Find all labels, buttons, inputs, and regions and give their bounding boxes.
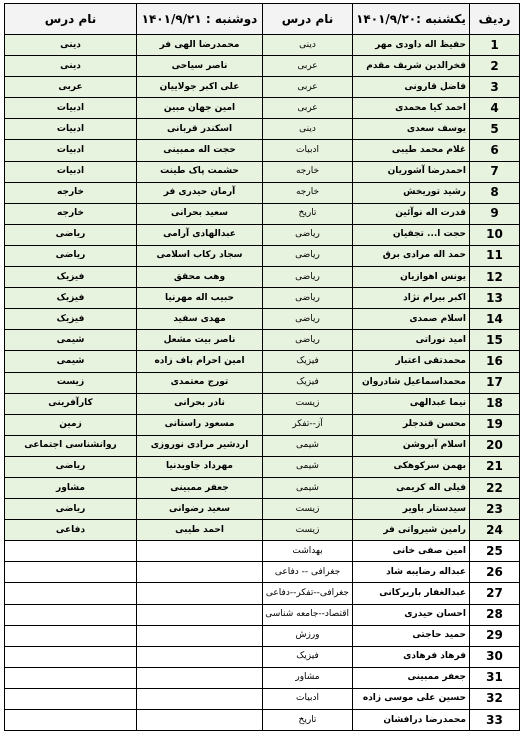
monday-subject: دینی bbox=[5, 56, 137, 77]
sunday-subject: تاریخ bbox=[263, 710, 353, 731]
sunday-teacher-name: احمد کیا محمدی bbox=[353, 98, 470, 119]
sunday-teacher-name: نیما عبدالهی bbox=[353, 393, 470, 414]
row-number: 18 bbox=[470, 393, 520, 414]
table-row bbox=[5, 245, 520, 266]
monday-subject: روانشناسی اجتماعی bbox=[5, 435, 137, 456]
monday-teacher-name: امین احرام باف زاده bbox=[137, 351, 263, 372]
row-number: 24 bbox=[470, 520, 520, 541]
table-row bbox=[5, 393, 520, 414]
monday-teacher-name: حبیب اله مهرنیا bbox=[137, 288, 263, 309]
monday-teacher-name: محمدرضا الهی فر bbox=[137, 35, 263, 56]
sunday-subject: دینی bbox=[263, 35, 353, 56]
sunday-teacher-name: فخرالدین شریف مقدم bbox=[353, 56, 470, 77]
row-number: 29 bbox=[470, 625, 520, 646]
sunday-subject: ریاضی bbox=[263, 288, 353, 309]
header-row bbox=[5, 4, 520, 35]
monday-teacher-name: امین جهان مبین bbox=[137, 98, 263, 119]
row-number: 27 bbox=[470, 583, 520, 604]
sunday-teacher-name: قدرت اله نوآئین bbox=[353, 203, 470, 224]
sunday-teacher-name: حمد اله مرادی برق bbox=[353, 245, 470, 266]
sunday-teacher-name: رامین شیرواتی فر bbox=[353, 520, 470, 541]
monday-subject: کارآفرینی bbox=[5, 393, 137, 414]
sunday-teacher-name: امین صفی خانی bbox=[353, 541, 470, 562]
sunday-teacher-name: محسن قندجلر bbox=[353, 414, 470, 435]
sunday-subject: تاریخ bbox=[263, 203, 353, 224]
monday-teacher-name bbox=[137, 646, 263, 667]
sunday-subject: فیزیک bbox=[263, 351, 353, 372]
sunday-subject: عربی bbox=[263, 77, 353, 98]
table-row bbox=[5, 520, 520, 541]
sunday-teacher-name: غلام محمد طیبی bbox=[353, 140, 470, 161]
monday-subject: دفاعی bbox=[5, 520, 137, 541]
monday-teacher-name: حشمت پاک طینت bbox=[137, 161, 263, 182]
monday-teacher-name bbox=[137, 583, 263, 604]
table-row bbox=[5, 309, 520, 330]
sunday-teacher-name: فاضل قارونی bbox=[353, 77, 470, 98]
monday-teacher-name: اردشیر مرادی نوروزی bbox=[137, 435, 263, 456]
table-row bbox=[5, 161, 520, 182]
table-row bbox=[5, 688, 520, 709]
table-row bbox=[5, 604, 520, 625]
monday-subject bbox=[5, 604, 137, 625]
row-number: 9 bbox=[470, 203, 520, 224]
table-row bbox=[5, 414, 520, 435]
monday-subject bbox=[5, 667, 137, 688]
monday-teacher-name bbox=[137, 541, 263, 562]
monday-subject: مشاور bbox=[5, 477, 137, 498]
table-row bbox=[5, 562, 520, 583]
monday-teacher-name: عبدالهادی آرامی bbox=[137, 224, 263, 245]
table-row bbox=[5, 140, 520, 161]
table-row bbox=[5, 267, 520, 288]
monday-teacher-name: وهب محقق bbox=[137, 267, 263, 288]
row-number: 15 bbox=[470, 330, 520, 351]
monday-subject bbox=[5, 625, 137, 646]
sunday-teacher-name: عبدالغفار باریرکانی bbox=[353, 583, 470, 604]
sunday-teacher-name: امید نوراتی bbox=[353, 330, 470, 351]
monday-subject: دینی bbox=[5, 35, 137, 56]
table-row bbox=[5, 224, 520, 245]
sunday-teacher-name: محمدتقی اعتبار bbox=[353, 351, 470, 372]
monday-subject bbox=[5, 688, 137, 709]
sunday-teacher-name: حفیظ اله داودی مهر bbox=[353, 35, 470, 56]
table-row bbox=[5, 667, 520, 688]
monday-subject: ریاضی bbox=[5, 224, 137, 245]
row-number: 10 bbox=[470, 224, 520, 245]
table-row bbox=[5, 541, 520, 562]
row-number: 26 bbox=[470, 562, 520, 583]
sunday-teacher-name: اکبر بیرام نژاد bbox=[353, 288, 470, 309]
monday-teacher-name bbox=[137, 667, 263, 688]
row-number: 14 bbox=[470, 309, 520, 330]
sunday-subject: زیست bbox=[263, 393, 353, 414]
row-number: 2 bbox=[470, 56, 520, 77]
row-number: 8 bbox=[470, 182, 520, 203]
monday-subject: ادبیات bbox=[5, 140, 137, 161]
monday-subject: فیزیک bbox=[5, 267, 137, 288]
monday-teacher-name: سعید رضوانی bbox=[137, 499, 263, 520]
monday-subject: زیست bbox=[5, 372, 137, 393]
monday-subject: زمین bbox=[5, 414, 137, 435]
sunday-teacher-name: حجت ا... تجفیان bbox=[353, 224, 470, 245]
header-monday-date: دوشنبه : ۱۴۰۱/۹/۲۱ bbox=[137, 4, 263, 35]
row-number: 12 bbox=[470, 267, 520, 288]
sunday-teacher-name: یوسف سعدی bbox=[353, 119, 470, 140]
sunday-teacher-name: اسلام آبروشن bbox=[353, 435, 470, 456]
monday-teacher-name bbox=[137, 562, 263, 583]
table-row bbox=[5, 351, 520, 372]
schedule-sheet bbox=[4, 3, 519, 731]
row-number: 32 bbox=[470, 688, 520, 709]
sunday-teacher-name: عبداله رضایبه شاد bbox=[353, 562, 470, 583]
table-row bbox=[5, 330, 520, 351]
table-row bbox=[5, 182, 520, 203]
monday-subject bbox=[5, 541, 137, 562]
row-number: 19 bbox=[470, 414, 520, 435]
monday-subject bbox=[5, 646, 137, 667]
table-row bbox=[5, 203, 520, 224]
monday-teacher-name: آرمان حیدری فر bbox=[137, 182, 263, 203]
sunday-subject: ریاضی bbox=[263, 245, 353, 266]
monday-teacher-name: سعید بحرانی bbox=[137, 203, 263, 224]
sunday-subject: جغرافی -- دفاعی bbox=[263, 562, 353, 583]
header-monday-subject: نام درس bbox=[5, 4, 137, 35]
table-row bbox=[5, 98, 520, 119]
table-row bbox=[5, 456, 520, 477]
monday-teacher-name: جعفر ممبینی bbox=[137, 477, 263, 498]
table-row bbox=[5, 56, 520, 77]
row-number: 17 bbox=[470, 372, 520, 393]
table-row bbox=[5, 477, 520, 498]
table-row bbox=[5, 646, 520, 667]
sunday-teacher-name: محمداسماعیل شادروان bbox=[353, 372, 470, 393]
table-row bbox=[5, 625, 520, 646]
sunday-subject: شیمی bbox=[263, 435, 353, 456]
monday-teacher-name: ناصر سیاحی bbox=[137, 56, 263, 77]
sunday-teacher-name: فیلی اله کریمی bbox=[353, 477, 470, 498]
row-number: 31 bbox=[470, 667, 520, 688]
monday-teacher-name: اسکندر قربانی bbox=[137, 119, 263, 140]
monday-subject: عربی bbox=[5, 77, 137, 98]
monday-subject: فیزیک bbox=[5, 309, 137, 330]
monday-teacher-name: سجاد رکاب اسلامی bbox=[137, 245, 263, 266]
row-number: 30 bbox=[470, 646, 520, 667]
monday-subject: خارجه bbox=[5, 182, 137, 203]
sunday-teacher-name: حسین علی موسی زاده bbox=[353, 688, 470, 709]
sunday-teacher-name: حمید حاجتی bbox=[353, 625, 470, 646]
sunday-subject: آز--تفکر bbox=[263, 414, 353, 435]
monday-teacher-name: تورج معتمدی bbox=[137, 372, 263, 393]
sunday-teacher-name: یونس اهوازیان bbox=[353, 267, 470, 288]
sunday-teacher-name: محمدرضا درافشان bbox=[353, 710, 470, 731]
row-number: 25 bbox=[470, 541, 520, 562]
sunday-teacher-name: سیدستار باویر bbox=[353, 499, 470, 520]
sunday-subject: جغرافی--تفکر--دفاعی bbox=[263, 583, 353, 604]
table-row bbox=[5, 288, 520, 309]
monday-teacher-name: مسعود راستانی bbox=[137, 414, 263, 435]
row-number: 1 bbox=[470, 35, 520, 56]
exam-schedule-table bbox=[4, 3, 520, 731]
monday-subject: فیزیک bbox=[5, 288, 137, 309]
row-number: 7 bbox=[470, 161, 520, 182]
table-row bbox=[5, 435, 520, 456]
table-row bbox=[5, 583, 520, 604]
row-number: 23 bbox=[470, 499, 520, 520]
monday-teacher-name: ناصر بیت مشعل bbox=[137, 330, 263, 351]
sunday-teacher-name: احسان حیدری bbox=[353, 604, 470, 625]
monday-subject: ادبیات bbox=[5, 161, 137, 182]
row-number: 13 bbox=[470, 288, 520, 309]
row-number: 4 bbox=[470, 98, 520, 119]
sunday-teacher-name: اسلام صمدی bbox=[353, 309, 470, 330]
table-row bbox=[5, 77, 520, 98]
table-row bbox=[5, 499, 520, 520]
monday-subject: ریاضی bbox=[5, 499, 137, 520]
sunday-subject: ریاضی bbox=[263, 224, 353, 245]
monday-teacher-name: مهرداد جاویدنیا bbox=[137, 456, 263, 477]
sunday-teacher-name: رشید توریخش bbox=[353, 182, 470, 203]
monday-subject: شیمی bbox=[5, 351, 137, 372]
sunday-subject: دینی bbox=[263, 119, 353, 140]
monday-subject: ادبیات bbox=[5, 98, 137, 119]
monday-subject: ریاضی bbox=[5, 456, 137, 477]
sunday-subject: فیزیک bbox=[263, 646, 353, 667]
sunday-subject: عربی bbox=[263, 98, 353, 119]
table-row bbox=[5, 372, 520, 393]
monday-teacher-name: علی اکبر جولاییان bbox=[137, 77, 263, 98]
monday-teacher-name bbox=[137, 688, 263, 709]
row-number: 20 bbox=[470, 435, 520, 456]
row-number: 16 bbox=[470, 351, 520, 372]
monday-teacher-name: مهدی سفید bbox=[137, 309, 263, 330]
row-number: 21 bbox=[470, 456, 520, 477]
header-radif: ردیف bbox=[470, 4, 520, 35]
row-number: 5 bbox=[470, 119, 520, 140]
monday-teacher-name bbox=[137, 625, 263, 646]
monday-subject: ادبیات bbox=[5, 119, 137, 140]
monday-subject: خارجه bbox=[5, 203, 137, 224]
sunday-subject: خارجه bbox=[263, 182, 353, 203]
sunday-subject: ادبیات bbox=[263, 140, 353, 161]
monday-subject bbox=[5, 562, 137, 583]
sunday-subject: ورزش bbox=[263, 625, 353, 646]
header-sunday-date: یکشنبه :۱۴۰۱/۹/۲۰ bbox=[353, 4, 470, 35]
table-row bbox=[5, 710, 520, 731]
table-row bbox=[5, 119, 520, 140]
monday-teacher-name: نادر بحرانی bbox=[137, 393, 263, 414]
row-number: 22 bbox=[470, 477, 520, 498]
monday-teacher-name bbox=[137, 604, 263, 625]
sunday-subject: بهداشت bbox=[263, 541, 353, 562]
sunday-subject: شیمی bbox=[263, 456, 353, 477]
sunday-subject: زیست bbox=[263, 520, 353, 541]
sunday-subject: ادبیات bbox=[263, 688, 353, 709]
sunday-teacher-name: بهمن سرکوهکی bbox=[353, 456, 470, 477]
table-row bbox=[5, 35, 520, 56]
monday-teacher-name: احمد طیبی bbox=[137, 520, 263, 541]
sunday-teacher-name: فرهاد فرهادی bbox=[353, 646, 470, 667]
monday-subject: ریاضی bbox=[5, 245, 137, 266]
sunday-subject: اقتصاد--جامعه شناسی bbox=[263, 604, 353, 625]
sunday-subject: شیمی bbox=[263, 477, 353, 498]
sunday-teacher-name: احمدرضا آشوریان bbox=[353, 161, 470, 182]
header-sunday-subject: نام درس bbox=[263, 4, 353, 35]
row-number: 3 bbox=[470, 77, 520, 98]
sunday-subject: ریاضی bbox=[263, 330, 353, 351]
row-number: 33 bbox=[470, 710, 520, 731]
sunday-subject: زیست bbox=[263, 499, 353, 520]
row-number: 6 bbox=[470, 140, 520, 161]
sunday-subject: عربی bbox=[263, 56, 353, 77]
sunday-teacher-name: جعفر ممبینی bbox=[353, 667, 470, 688]
sunday-subject: فیزیک bbox=[263, 372, 353, 393]
sunday-subject: ریاضی bbox=[263, 309, 353, 330]
monday-teacher-name bbox=[137, 710, 263, 731]
row-number: 28 bbox=[470, 604, 520, 625]
row-number: 11 bbox=[470, 245, 520, 266]
monday-subject bbox=[5, 710, 137, 731]
monday-subject bbox=[5, 583, 137, 604]
monday-teacher-name: حجت اله ممبینی bbox=[137, 140, 263, 161]
sunday-subject: ریاضی bbox=[263, 267, 353, 288]
monday-subject: شیمی bbox=[5, 330, 137, 351]
sunday-subject: مشاور bbox=[263, 667, 353, 688]
sunday-subject: خارجه bbox=[263, 161, 353, 182]
